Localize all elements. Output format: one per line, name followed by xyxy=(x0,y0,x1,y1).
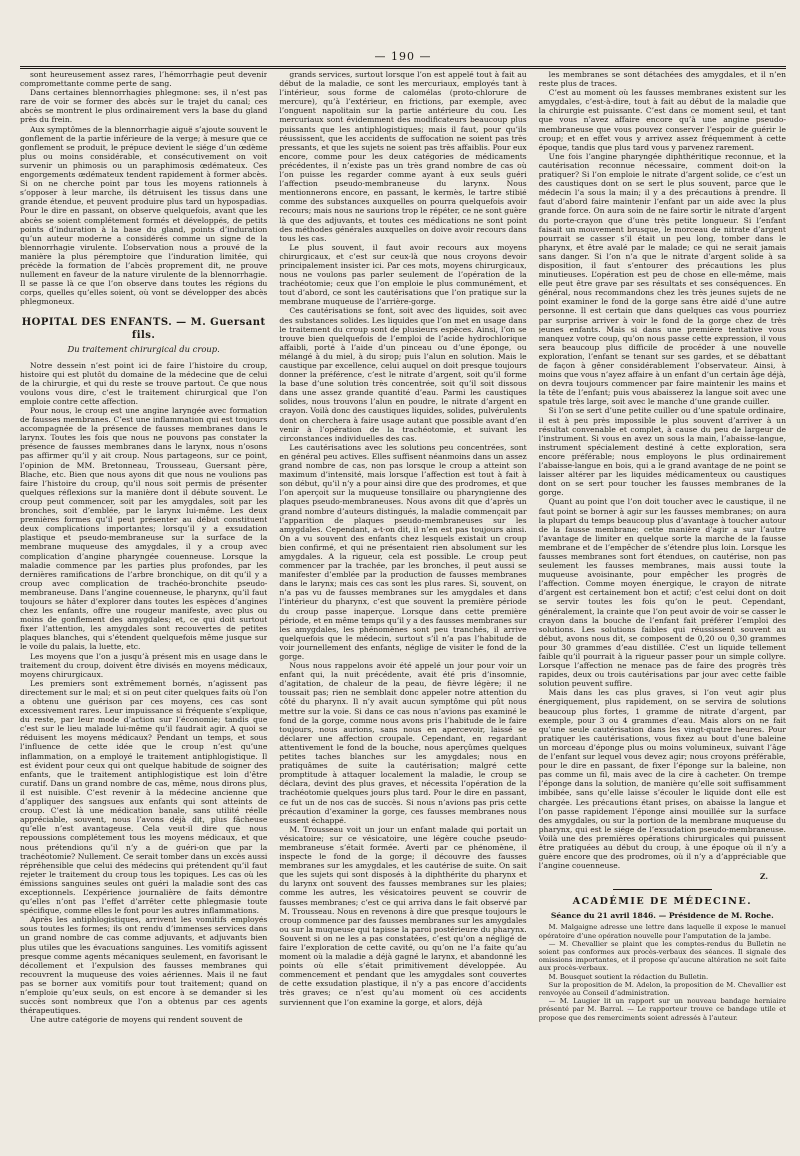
paragraph: M. Bousquet soutient la rédaction du Bulletin. xyxy=(548,972,709,981)
paragraph: C’est au moment où les fausses membranes existent sur les amygdales, c’est-à-dire, tout à fait au début de la maladie que la chirurgie est puissante. C’est dans ce moment seul, et tant que vous n’avez affaire encore qu’à une angine pseudo-membraneuse que vous pouvez conserver l’espoir de guérir le croup; et en effet vous y arrivez assez fréquemment à cette époque, tandis que plus tard vous y parvenez rarement. xyxy=(538,88,786,152)
paragraph: Pour nous, le croup est une angine laryngée avec formation de fausses membranes. C’est une inflammation qui est toujours accompagnée de la présence de fausses membranes dans le larynx. Toutes les fois que nous ne pouvons pas constater la présence de fausses membranes dans le larynx, nous n’osons pas affirmer qu’il y ait croup. Nous partageons, sur ce point, l’opinion de MM. Bretonneau, Trousseau, Guersant père, Blache, etc. Bien que nous ayons dit que nous ne voulions pas faire l’histoire du croup, qu’il nous soit permis de présenter quelques réflexions sur la manière dont il débute souvent. Le croup peut commencer, soit par les amygdales, soit par les bronches, soit d’emblée, par le larynx lui-même. Les deux premières formes qu’il peut présenter au début constituent deux complications importantes; lorsqu’il y a exsudation plastique et pseudo-membraneuse sur la surface de la membrane muqueuse des amygdales, il y a croup avec complication d’angine pharyngée couenneuse. Lorsque la maladie commence par les parties plus profondes, par les dernières ramifications de l’arbre bronchique, on dit qu’il y a croup avec complication de trachéo-bronchite pseudo-membraneuse. Dans l’angine couenneuse, le pharynx, qu’il faut toujours se hâter d’explorer dans toutes les espèces d’angines chez les enfants, offre une rougeur manifeste, avec plus ou moins de gonflement des amygdales; et, ce qui doit surtout fixer l’attention, les amygdales sont recouvertes de petites plaques blanches, qui s’étendent quelquefois même jusque sur le voile du palais, la luette, etc. xyxy=(20,406,268,652)
paragraph: sont heureusement assez rares, l’hémorrhagie peut devenir compromettante comme perte de sang. xyxy=(20,70,268,89)
author-signature: Z. xyxy=(759,872,768,882)
paragraph: Une fois l’angine pharyngée diphthéritique reconnue, et la cautérisation reconnue nécessaire, comment doit-on la pratiquer? Si l’on emploie le nitrate d’argent solide, ce c’est un des caustiques dont on se sert le plus souvent, parce que le médecin l’a sous la main; il y a des précautions à prendre. Il faut d’abord faire maintenir l’enfant par un aide avec la plus grande force. On aura soin de ne faire sortir le nitrate d’argent du porte-crayon que d’une très petite longueur. Si l’enfant faisait un mouvement brusque, le morceau de nitrate d’argent pourrait se casser s’il était un peu long, tomber dans le pharynx, et être avalé par le malade; ce qui ne serait jamais sans danger. Si l’on n’a que le nitrate d’argent solide à sa disposition, il faut s’entourer des précautions les plus minutieuses. L’opération est peu de chose en elle-même, mais elle peut être grave par ses résultats et ses conséquences. En général, nous recommandons chez les très jeunes sujets de ne point examiner le fond de la gorge sans être aidé d’une autre personne. Il est certain que dans quelques cas vous pourriez par surprise arriver à voir le fond de la gorge chez de très jeunes enfants. Mais si dans une première tentative vous manquez votre coup, qu’on nous passe cette expression, il vous sera beaucoup plus difficile de procéder à une nouvelle exploration, l’enfant se tenant sur ses gardes, et se débattant de façon à gêner considérablement l’observateur. Ainsi, à moins que vous n’ayez affaire à un enfant d’un certain âge déjà, on devra toujours commencer par faire maintenir les mains et la tête de l’enfant; puis vous abaisserez la langue soit avec une spatule très large, soit avec le manche d’une grande cuiller. xyxy=(538,151,786,407)
page-header xyxy=(20,0,786,70)
section-heading-hopital: HOPITAL DES ENFANTS. — M. Guersant fils. xyxy=(21,317,266,342)
paragraph: Aux symptômes de la blennorrhagie aiguë s’ajoute souvent le gonflement de la partie inférieure de la verge; à mesure que ce gonflement se produit, le prépuce devient le siége d’un œdème plus ou moins considérable, et consécutivement on voit survenir un phimosis ou un paraphimosis œdémateux. Ces engorgements œdémateux tendent rapidement à former abcès. Si on ne cherche point par tous les moyens rationnels à s’opposer à leur marche, ils détruisent les tissus dans une grande étendue, et peuvent produire plus tard un hypospadias. Pour le dire en passant, on observe quelquefois, avant que les abcès se soient complétement formés et développés, de petits points d’induration à la base du gland, points d’induration qu’un auteur moderne a considérés comme un signe de la blennorrhagie virulente. L’observation nous a prouvé de la manière la plus péremptoire que l’induration limitée, qui précède la formation de l’abcès proprement dit, ne prouve nullement en faveur de la nature virulente de la blennorrhagie. Il se passe là ce que l’on observe dans toutes les régions du corps, quelles qu’elles soient, où vont se développer des abcès phlegmoneux. xyxy=(20,124,268,307)
paragraph: Les premiers sont extrêmement bornés, n’agissent pas directement sur le mal; et si on peut citer quelques faits où l’on a obtenu une guérison par ces moyens, ces cas sont excessivement rares. Leur impuissance si fréquente s’explique, du reste, par leur mode d’action sur l’économie; tandis que c’est sur le lieu malade lui-même qu’il faudrait agir. A quoi se réduisent les moyens médicaux? Pendant un temps, et sous l’influence de cette idée que le croup n’est qu’une inflammation, on a employé le traitement antiphlogistique. Il est évident pour ceux qui ont quelque habitude de soigner des enfants, que le traitement antiphlogistique est loin d’être curatif. Dans un grand nombre de cas, même, nous dirons plus, il est nuisible. C’est revenir à la médecine ancienne que d’appliquer des sangsues aux enfants qui sont atteints de croup. C’est là une médication banale, sans utilité réelle appréciable, souvent, nous l’avons déjà dit, plus fâcheuse qu’elle n’est avantageuse. Cela veut-il dire que nous repoussions complétement tous les moyens médicaux, et que nous prétendions qu’il n’y a de guéri-on que par la trachéotomie? Nullement. Ce serait tomber dans un excès aussi répréhensible que celui des médecins qui prétendent qu’il faut rejeter le traitement du croup tous les topiques. Les cas où les émissions sanguines seules ont guéri la maladie sont des cas exceptionnels. L’expérience journalière de faits démontre qu’elles n’ont pas l’effet d’arrêter cette phlegmasie toute spécifique, comme elles le font pour les autres inflammations. xyxy=(20,678,268,916)
paragraph: les membranes se sont détachées des amygdales, et il n’en reste plus de traces. xyxy=(538,70,786,89)
column-1 xyxy=(20,70,267,1146)
paragraph: Nous nous rappelons avoir été appelé un jour pour voir un enfant qui, la nuit précédente, avait été pris d’insomnie, d’agitation, de chaleur de la peau, de fièvre légère; il ne toussait pas; rien ne semblait donc appeler notre attention du côté du pharynx. Il n’y avait aucun symptôme qui pût nous mettre sur la voie. Si dans ce cas nous n’avions pas examiné le fond de la gorge, comme nous avons pris l’habitude de le faire toujours, nous aurions, sans nous en apercevoir, laissé se déclarer une affection croupale. Cependant, en regardant attentivement le fond de la bouche, nous aperçûmes quelques petites taches blanches sur les amygdales; nous en pratiquâmes de suite la cautérisation; malgré cette promptitude à attaquer localement la maladie, le croup se déclara, devint des plus graves, et nécessita l’opération de la trachéotomie quelques jours plus tard. Pour le dire en passant, ce fut un de nos cas de succès. Si nous n’avions pas pris cette précaution d’examiner la gorge, ces fausses membranes nous eussent échappé. xyxy=(279,661,527,825)
session-line: Séance du 21 avril 1846. — Présidence de M. Roche. xyxy=(550,911,774,921)
paragraph: M. Trousseau voit un jour un enfant malade qui portait un vésicatoire; sur ce vésicatoire, une légère couche pseudo-membraneuse s’était formée. Averti par ce phénomène, il inspecte le fond de la gorge; il découvre des fausses membranes sur les amygdales, et les cautérise de suite. On sait que les sujets qui sont disposés à la diphthérite du pharynx et du larynx ont souvent des fausses membranes sur les plaies; comme les autres, les vésicatoires peuvent se couvrir de fausses membranes; c’est ce qui arriva dans le fait observé par M. Trousseau. Nous en revenons à dire que presque toujours le croup commence par des fausses membranes sur les amygdales ou sur la muqueuse qui tapisse la paroi postérieure du pharynx. Souvent si on ne les a pas constatées, c’est qu’on a négligé de faire l’exploration de cette cavité, ou qu’on ne l’a faite qu’au moment où la maladie a déjà gagné le larynx, et abandonné les points où elle s’était primitivement développée. Au commencement et pendant que les amygdales sont couvertes de cette exsudation plastique, il n’y a pas encore d’accidents très graves; ce n’est qu’au moment où ces accidents surviennent que l’on examine la gorge, et alors, déjà xyxy=(279,824,527,1007)
paragraph: grands services, surtout lorsque l’on est appelé tout à fait au début de la maladie, ce sont les mercuriaux, employés tant à l’intérieur, sous forme de calomélas (proto-chlorure de mercure), qu’à l’extérieur, en frictions, par exemple, avec l’onguent napolitain sur la partie antérieure du cou. Les mercuriaux sont évidemment des modificateurs beaucoup plus puissants que les antiphlogistiques; mais il faut, pour qu’ils réussissent, que les accidents de suffocation ne soient pas très pressants, et que les sujets ne soient pas très affaiblis. Pour eux encore, comme pour les deux catégories de médicaments précédentes, il n’existe pas un très grand nombre de cas où l’on puisse les regarder comme ayant à eux seuls guéri l’affection pseudo-membraneuse du larynx. Nous mentionnerons encore, en passant, le kermès, le tartre stibié comme des substances auxquelles on pourra quelquefois avoir recours; mais nous ne saurions trop le répéter, ce ne sont guère là que des adjuvants, et toutes ces médications ne sont point des méthodes générales auxquelles on doive avoir recours dans tous les cas. xyxy=(279,70,527,243)
paragraph: Dans certaines blennorrhagies phlegmone: ses, il n’est pas rare de voir se former des abcès sur le trajet du canal; ces abcès se montrent le plus ordinairement vers la base du gland près du frein. xyxy=(20,88,268,125)
paragraph: M. Malgaigne adresse une lettre dans laquelle il expose le manuel opératoire d’une opération nouvelle pour l’amputation de la jambe. xyxy=(538,923,786,940)
paragraph: Si l’on se sert d’une petite cuiller ou d’une spatule ordinaire, il est à peu près impossible le plus souvent d’arriver à un résultat convenable et complet, à cause du peu de largeur de l’instrument. Si vous en avez un sous la main, l’abaisse-langue, instrument spécialement destiné à cette exploration, sera encore préférable; nous employons le plus ordinairement l’abaisse-langue en bois, qui a le grand avantage de ne point se laisser altérer par les liquides médicamenteux ou caustiques dont on se sert pour toucher les fausses membranes de la gorge. xyxy=(538,406,786,498)
header-rule xyxy=(20,66,786,69)
paragraph: Les moyens que l’on a jusqu’à présent mis en usage dans le traitement du croup, doivent être divisés en moyens médicaux, moyens chirurgicaux. xyxy=(20,651,268,679)
paragraph: Les cautérisations avec les solutions peu concentrées, sont en général peu actives. Elles suffisent néanmoins dans un assez grand nombre de cas, non pas lorsque le croup a atteint son maximum d’intensité, mais lorsque l’affection est tout à fait à son début, qu’il n’y a pour ainsi dire que des prodromes, et que l’on aperçoit sur la muqueuse tonsillaire ou pharyngienne des plaques pseudo-membraneuses. Nous avons dit que d’après un grand nombre d’auteurs distingués, la maladie commençait par l’apparition de plaques pseudo-membraneuses sur les amygdales. Cependant, a-t-on dit, il n’en est pas toujours ainsi. On a vu souvent des enfants chez lesquels existait un croup bien confirmé, et qui ne présentaient rien absolument sur les amygdales. A la rigueur, cela est possible. Le croup peut commencer par la trachée, par les bronches, il peut aussi se manifester d’emblée par la production de fausses membranes dans le larynx; mais ces cas sont les plus rares. Si, souvent, on n’a pas vu de fausses membranes sur les amygdales et dans l’intérieur du pharynx, c’est que souvent la première période du croup passe inaperçue. Lorsque dans cette première période, et en même temps qu’il y a des fausses membranes sur les amygdales, les phénomènes sont peu tranchés, il arrive quelquefois que le médecin, surtout s’il n’a pas l’habitude de voir journellement des enfants, néglige de visiter le fond de la gorge. xyxy=(279,442,527,661)
paragraph: Une autre catégorie de moyens qui rendent souvent de xyxy=(30,1015,243,1025)
paragraph: Mais dans les cas plus graves, si l’on veut agir plus énergiquement, plus rapidement, on se servira de solutions beaucoup plus fortes, 1 gramme de nitrate d’argent, par exemple, pour 3 ou 4 grammes d’eau. Mais alors on ne fait qu’une seule cautérisation dans les vingt-quatre heures. Pour pratiquer les cautérisations, vous fixez au bout d’une baleine un morceau d’éponge plus ou moins volumineux, suivant l’âge de l’enfant sur lequel vous devez agir; nous croyons préférable, pour le dire en passant, de fixer l’éponge sur la baleine, non pas comme un fil, mais avec de la cire à cacheter. On trempe l’éponge dans la solution, de manière qu’elle soit suffisamment imbibée, sans qu’elle laisse s’écouler le liquide dont elle est chargée. Les précautions étant prises, on abaisse la langue et l’on passe rapidement l’éponge ainsi mouillée sur la surface des amygdales, ou sur la portion de la membrane muqueuse du pharynx, qui est le siége de l’exsudation pseudo-membraneuse. Voilà une des premières opérations chirurgicales qui puissent être pratiquées au début du croup, à une époque où il n’y a guère encore que des prodromes, où il n’y a d’appréciable que l’angine couenneuse. xyxy=(538,688,786,871)
paragraph: Sur la proposition de M. Adelon, la proposition de M. Chevallier est renvoyée au Conseil d’administration. xyxy=(538,980,786,998)
paragraph: Après les antiphlogistiques, arrivent les vomitifs employés sous toutes les formes; ils ont rendu d’immenses services dans un grand nombre de cas comme adjuvants, et adjuvants bien plus utiles que les évacuations sanguines. Les vomitifs agissent presque comme agents mécaniques seulement, en favorisant le décollement et l’expulsion des fausses membranes qui recouvrent la muqueuse des voies aériennes. Mais il ne faut pas se borner aux vomitifs pour tout traitement; quand on n’emploie qu’eux seuls, on est encore à se demander si les succès sont nombreux que l’on a obtenus par ces agents thérapeutiques. xyxy=(20,915,268,1016)
paragraph: Quant au point que l’on doit toucher avec le caustique, il ne faut point se borner à agir sur les fausses membranes; on aura la plupart du temps beaucoup plus d’avantage à toucher autour de la fausse membrane; cette manière d’agir a sur l’autre l’avantage de limiter en quelque sorte la marche de la fausse membrane et de l’empêcher de s’étendre plus loin. Lorsque les fausses membranes sont fort étendues, on cautérise, non pas seulement les fausses membranes, mais aussi toute la muqueuse avoisinante, pour empêcher les progrès de l’affection. Comme moyen énergique, le crayon de nitrate d’argent est certainement bon et actif; c’est celui dont on doit se servir toutes les fois qu’on le peut. Cependant, généralement, la crainte que l’on peut avoir de voir se casser le crayon dans la bouche de l’enfant fait préférer l’emploi des solutions. Les solutions faibles qui réussissent souvent au début, avons nous dit, se composent de 0,20 ou 0,30 grammes pour 30 grammes d’eau distillée. C’est un liquide tellement faible qu’il pourrait à la rigueur passer pour un simple collyre. Lorsque l’affection ne menace pas de faire des progrès très rapides, deux ou trois cautérisations par jour avec cette faible solution peuvent suffire. xyxy=(538,497,786,689)
page-number: — 190 — xyxy=(374,50,432,63)
section-heading-academie: ACADÉMIE DE MÉDECINE. xyxy=(539,889,786,908)
section-subheading: Du traitement chirurgical du croup. xyxy=(67,344,220,355)
paragraph: — M. Laugier lit un rapport sur un nouveau bandage herniaire présenté par M. Barral. — Le rapporteur trouve ce bandage utile et propose que des remerciments soient adressés à l’auteur. xyxy=(538,997,786,1022)
paragraph: — M. Chevallier se plaint que les comptes-rendus du Bulletin ne soient pas conformes aux procès-verbaux des séances. Il signale des omissions importantes, et il propose qu’aucune altération ne soit faite aux procès-verbaux. xyxy=(538,939,786,973)
paragraph: Notre dessein n’est point ici de faire l’histoire du croup, histoire qui est plutôt du domaine de la médecine que de celui de la chirurgie, et qui du reste se trouve partout. Ce que nous voulons vous dire, c’est le traitement chirurgical que l’on emploie contre cette affection. xyxy=(20,360,268,406)
paragraph: Ces cautérisations se font, soit avec des liquides, soit avec des substances solides. Les liquides que l’on met en usage dans le traitement du croup sont de plusieurs espèces. Ainsi, l’on se trouve bien quelquefois de l’emploi de l’acide hydrochlorique affaibli, porté à l’aide d’un pinceau ou d’une éponge, ou mélangé à du miel, à du sirop; puis l’alun en solution. Mais le caustique par excellence, celui auquel on doit presque toujours donner la préférence, c’est le nitrate d’argent, soit qu’il forme la base d’une solution très concentrée, soit qu’il soit dissous dans une assez grande quantité d’eau. Parmi les caustiques solides, nous trouvons l’alun en poudre, le nitrate d’argent en crayon. Voilà donc des caustiques liquides, solides, pulvérulents dont on cherchera à faire usage autant que possible avant d’en venir à l’opération de la trachéotomie, et suivant les circonstances individuelles des cas. xyxy=(279,306,527,443)
column-3 xyxy=(539,70,786,1146)
paragraph: Le plus souvent, il faut avoir recours aux moyens chirurgicaux, et c’est sur ceux-là que nous croyons devoir principalement insister ici. Par ces mots, moyens chirurgicaux, nous ne voulons pas parler seulement de l’opération de la trachéotomie; ceux que l’on emploie le plus communément, et tout d’abord, ce sont les cautérisations que l’on pratique sur la membrane muqueuse de l’arrière-gorge. xyxy=(279,242,527,307)
column-2 xyxy=(279,70,526,1146)
text-columns xyxy=(20,70,786,1146)
